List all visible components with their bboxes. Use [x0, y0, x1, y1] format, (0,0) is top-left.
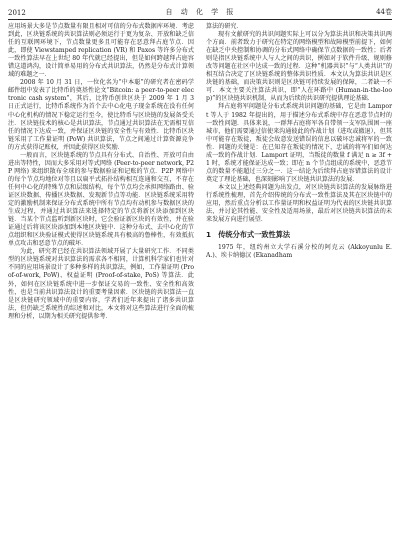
- body-paragraph: 一般而言，区块链系统的节点具有分布式、自治性、开放可自由进出等特性，因而大多采用对等式网络 (Peer-to-peer network, P2P 网络) 来组织散布全球的参与数据验证和记账的节点．P2P 网络中的每个节点均地位对等且以扁平式拓扑结构相互连通和交互，不存在任何中心化的特殊节点和层级结构，每个节点均会承担网络路由、验证区块数据、传播区块数据、发现新节点等功能．区块链系统采用特定的激励机制来保证分布式系统中所有节点均有动机参与数据区块的生成过程，并通过共识算法来选择特定的节点将新区块添加到区块链．当某个节点监听到新区块时，它会验证新区块的有效性，并在验证通过后将该区块添加到本地区块链中．这种分布式、去中心化的节点组织和区块验证模式使得区块链系统具有极高的鲁棒性，有效抵抗单点攻击和恶意节点的破坏．: [8, 151, 194, 248]
- left-column: [8, 23, 194, 321]
- body-paragraph: 拜占庭将军问题是分布式系统共识问题的基础，它是由 Lamport 等人于 1982 年提出的，用于描述分布式系统中存在恶意节点时的一致性问题．具体来说，一群拜占庭将军各自带领一支军队围困一座城市，他们需要通过信使来沟通彼此的作战计划（进攻或撤退），但其中可能存在叛徒，叛徒会故意发送错误的信息以破坏忠诚将军的一致性．问题的关键是：在已知存在叛徒的情况下，忠诚的将军们如何达成一致的作战计划．Lamport 证明，当叛徒的数量 f 满足 n ≥ 3f + 1 时，系统才能保证达成一致；即在 n 个节点组成的系统中，恶意节点的数量不能超过三分之一．这一结论为后续拜占庭容错算法的设计奠定了理论基础，也深刻影响了区块链共识算法的发展．: [206, 103, 392, 183]
- body-paragraph: 1975 年，纽约州立大学石溪分校的阿克云 (Akkoyunlu E. A.)、埃卡纳德汉 (Ekanadham: [206, 244, 392, 260]
- body-paragraph: 应用场景大多是节点数量有限且相对可信的分布式数据库环境．考虑到此，区块链系统的共识算法则必须运行于更为复杂、开放和缺乏信任的互联网环境下，节点数量更多且可能存在恶意拜占庭节点．因此，即使 Viewstamped replication (VR) 和 Paxos 等许多分布式一致性算法早在上世纪 80 年代就已经提出，但是如何跨越拜占庭容错这道鸿沟，设计简单易用的分布式共识算法，仍然是分布式计算领域的难题之一．: [8, 23, 194, 79]
- body-paragraph: 2008 年 10 月 31 日，一位化名为“中本聪”的研究者在密码学邮件组中发表了比特币的奠基性论文“Bitcoin: a peer-to-peer electronic cash system”，其后，比特币创世区块于 2009 年 1 月 3 日正式运行，比特币系统作为首个去中心化电子现金系统在没有任何中心化机构的情况下稳定运行至今，使比特币与区块链的发展备受关注．区块链技术的核心是共识算法，节点通过共识算法在无需相互信任的情况下达成一致，并保证区块链的安全性与有效性．比特币区块链采用了工作量证明 (PoW) 共识算法，节点之间通过计算资源竞争的方式获得记账权，并因此获得区块奖励．: [8, 79, 194, 151]
- header-volume: 44卷: [376, 8, 392, 16]
- body-paragraph: 为此，研究者已经在共识算法领域开展了大量研究工作．不同类型的区块链系统对共识算法的需求各不相同，计算机科学家们也针对不同的应用场景设计了多种多样的共识算法，例如，工作量证明 (Proof-of-work, PoW)、权益证明 (Proof-of-stake, PoS) 等算法．此外，如何在区块链系统中进一步保证交易的一致性、安全性和高效性，也是当前共识算法设计的重要考量因素．区块链的共识算法一直是区块链研究领域中的重要内容，学者们近年来提出了诸多共识算法，但仍缺乏系统性的综述和对比，本文将对这些算法进行全面的梳理和分析，以期为相关研究提供参考．: [8, 248, 194, 320]
- header-journal: 自 动 化 学 报: [165, 8, 237, 16]
- body-paragraph: 现有文献研究的共识问题实际上可以分为算法共识和决策共识两个方面．前者致力于研究在特定的网络模型和故障模型前提下，如何在缺乏中央控制和协调的分布式网络中确保节点数据的一致性；后者则是指区块链系统中人与人之间的共识，例如对于软件升级、规则修改等问题在社区中达成一致的过程．这种“机器共识”与“人类共识”的相互结合决定了区块链系统的整体共识性质．本文认为算法共识是区块链的基础，而决策共识则是区块链可持续发展的保障，二者缺一不可．本文主要关注算法共识，即“人在环路中 (Human-in-the-loop)”的区块链共识机制，从而为后续的共识研究提供理论基础．: [206, 31, 392, 103]
- section-heading: 1 传统分布式一致性算法: [206, 230, 291, 240]
- header-year: 2012: [8, 9, 26, 17]
- right-column: [206, 23, 392, 260]
- running-header: [8, 5, 392, 20]
- body-paragraph: 算法的研究．: [206, 23, 243, 30]
- body-paragraph: 本文以上述经典问题为出发点，对区块链共识算法的发展脉络进行系统性梳理，首先介绍传统的分布式一致性算法及其在区块链中的应用，然后重点分析以工作量证明和权益证明为代表的区块链共识算法，并讨论其性能、安全性及适用场景，最后对区块链共识算法的未来发展方向进行展望．: [206, 183, 392, 224]
